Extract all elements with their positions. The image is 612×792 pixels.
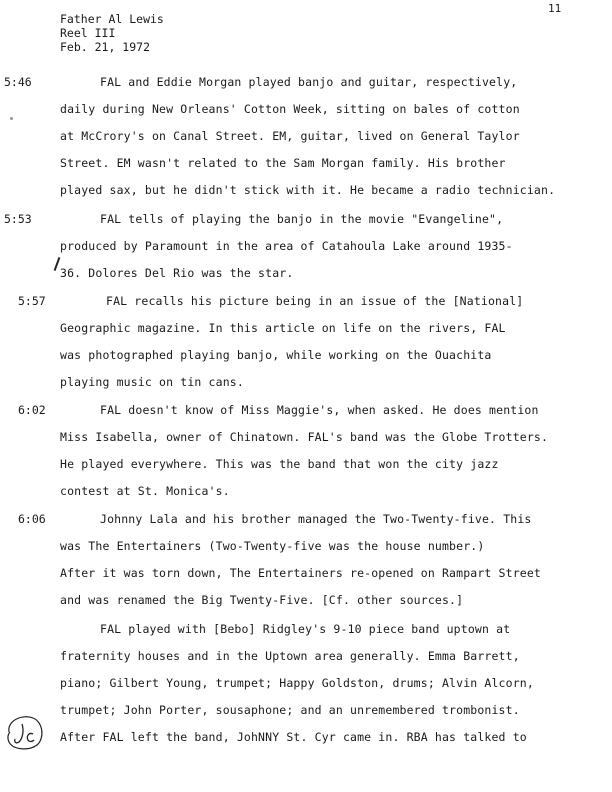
text-line: Miss Isabella, owner of Chinatown. FAL's band was the Globe Trotters.	[60, 430, 549, 444]
text-line: Geographic magazine. In this article on life on the rivers, FAL	[60, 321, 506, 335]
timestamp: 5:46	[4, 75, 32, 89]
text-line: and was renamed the Big Twenty-Five. [Cf. other sources.]	[60, 593, 464, 607]
text-line: FAL doesn't know of Miss Maggie's, when asked. He does mention	[100, 403, 539, 417]
text-line: daily during New Orleans' Cotton Week, sitting on bales of cotton	[60, 102, 520, 116]
text-line: piano; Gilbert Young, trumpet; Happy Goldston, drums; Alvin Alcorn,	[60, 676, 534, 690]
header-reel: Reel III	[60, 26, 116, 40]
header-name: Father Al Lewis	[60, 12, 164, 26]
header-date: Feb. 21, 1972	[60, 40, 151, 54]
text-line: was The Entertainers (Two-Twenty-five was the house number.)	[60, 539, 485, 553]
timestamp: 5:53	[4, 212, 32, 226]
text-line: 36. Dolores Del Rio was the star.	[60, 266, 294, 280]
text-line: Street. EM wasn't related to the Sam Morgan family. His brother	[60, 156, 506, 170]
timestamp: 5:57	[18, 294, 46, 308]
timestamp: 6:02	[18, 403, 46, 417]
page-number: 11	[548, 2, 562, 15]
text-line: trumpet; John Porter, sousaphone; and an unremembered trombonist.	[60, 703, 520, 717]
text-line: FAL recalls his picture being in an issue of the [National]	[106, 294, 524, 308]
text-line: was photographed playing banjo, while working on the Ouachita	[60, 348, 492, 362]
text-line: fraternity houses and in the Uptown area generally. Emma Barrett,	[60, 649, 520, 663]
text-line: FAL tells of playing the banjo in the movie "Evangeline",	[100, 212, 504, 226]
text-line: He played everywhere. This was the band that won the city jazz	[60, 457, 499, 471]
text-line: contest at St. Monica's.	[60, 484, 230, 498]
timestamp: 6:06	[18, 512, 46, 526]
text-line: FAL played with [Bebo] Ridgley's 9-10 piece band uptown at	[100, 622, 511, 636]
paper-speck	[10, 117, 13, 120]
text-line: produced by Paramount in the area of Catahoula Lake around 1935-	[60, 239, 513, 253]
text-line: played sax, but he didn't stick with it. He became a radio technician.	[60, 183, 556, 197]
text-line: at McCrory's on Canal Street. EM, guitar, lived on General Taylor	[60, 129, 520, 143]
handwritten-initials-mark	[3, 712, 47, 752]
text-line: FAL and Eddie Morgan played banjo and guitar, respectively,	[100, 75, 518, 89]
text-line: Johnny Lala and his brother managed the Two-Twenty-five. This	[100, 512, 532, 526]
text-line: playing music on tin cans.	[60, 375, 244, 389]
text-line: After it was torn down, The Entertainers re-opened on Rampart Street	[60, 566, 542, 580]
text-line: After FAL left the band, JohNNY St. Cyr came in. RBA has talked to	[60, 730, 527, 744]
